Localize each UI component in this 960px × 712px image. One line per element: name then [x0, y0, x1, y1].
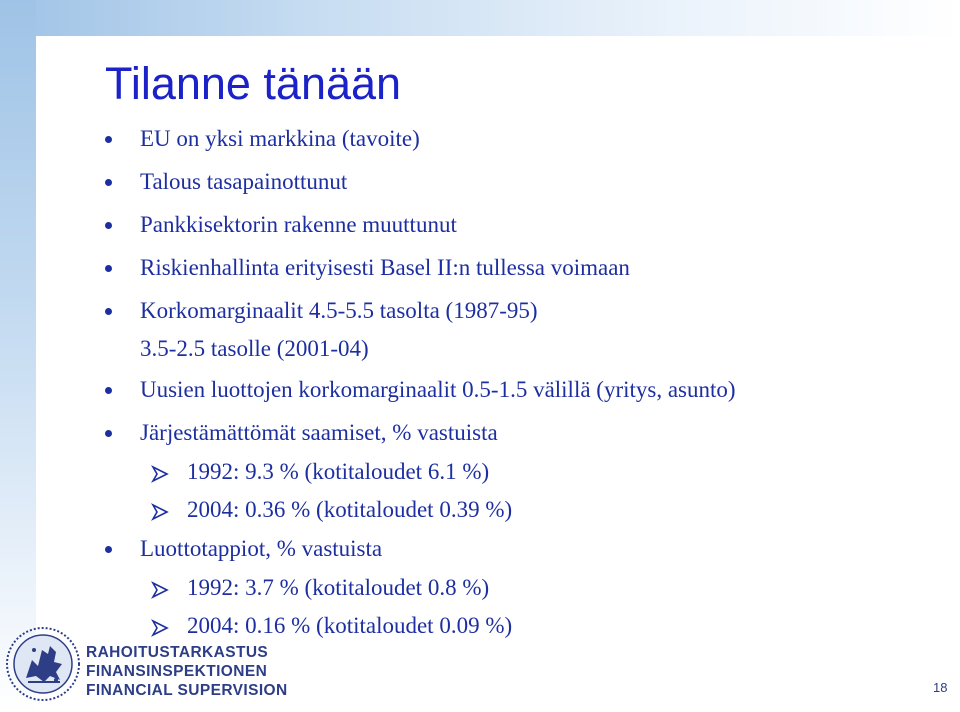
- bullet-item: Luottotappiot, % vastuista: [140, 536, 383, 561]
- bullet-dot: [105, 179, 112, 186]
- bullet-item: Uusien luottojen korkomarginaalit 0.5-1.5 välillä (yritys, asunto): [140, 377, 736, 402]
- sub-item: 1992: 3.7 % (kotitaloudet 0.8 %): [187, 575, 490, 600]
- left-decorative-band: [0, 0, 36, 712]
- bullet-continuation: 3.5-2.5 tasolle (2001-04): [140, 336, 369, 361]
- bullet-item: Riskienhallinta erityisesti Basel II:n tullessa voimaan: [140, 255, 630, 280]
- org-name-finnish: RAHOITUSTARKASTUS: [86, 644, 269, 661]
- slide-title: Tilanne tänään: [105, 58, 402, 109]
- org-name-english: FINANCIAL SUPERVISION: [86, 682, 288, 699]
- page-number: 18: [933, 680, 948, 695]
- arrow-bullet-icon: [151, 619, 169, 637]
- org-name-swedish: FINANSINSPEKTIONEN: [86, 663, 268, 680]
- sub-item: 2004: 0.36 % (kotitaloudet 0.39 %): [187, 497, 513, 522]
- arrow-bullet-icon: [151, 503, 169, 521]
- bullet-item: Pankkisektorin rakenne muuttunut: [140, 212, 457, 237]
- bullet-dot: [105, 387, 112, 394]
- bullet-dot: [105, 265, 112, 272]
- bullet-dot: [105, 430, 112, 437]
- bullet-item: EU on yksi markkina (tavoite): [140, 126, 420, 151]
- lion-coat-of-arms-icon: [4, 620, 82, 708]
- arrow-bullet-icon: [151, 581, 169, 599]
- bullet-item: Korkomarginaalit 4.5-5.5 tasolta (1987-95): [140, 298, 538, 323]
- sub-item: 1992: 9.3 % (kotitaloudet 6.1 %): [187, 459, 490, 484]
- arrow-bullet-icon: [151, 465, 169, 483]
- bullet-item: Järjestämättömät saamiset, % vastuista: [140, 420, 498, 445]
- bullet-item: Talous tasapainottunut: [140, 169, 348, 194]
- bullet-dot: [105, 136, 112, 143]
- sub-item: 2004: 0.16 % (kotitaloudet 0.09 %): [187, 613, 513, 638]
- top-decorative-band: [0, 0, 960, 36]
- bullet-dot: [105, 222, 112, 229]
- bullet-dot: [105, 546, 112, 553]
- bullet-dot: [105, 308, 112, 315]
